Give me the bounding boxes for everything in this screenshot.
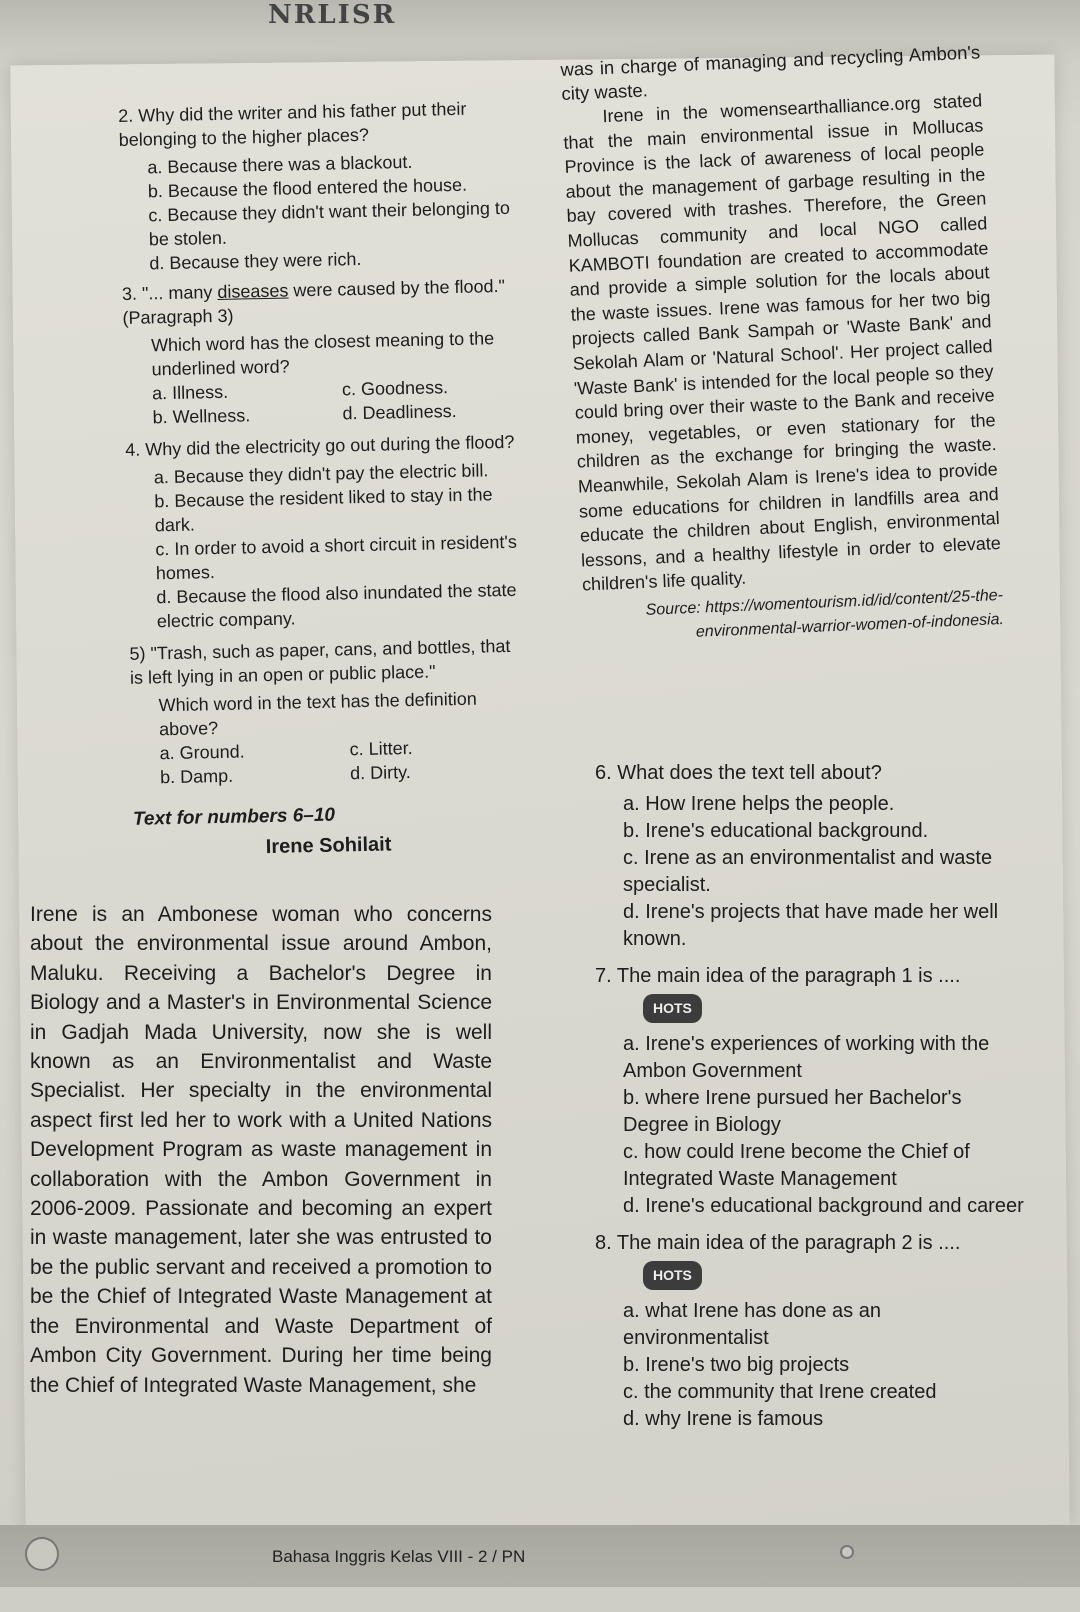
punch-hole-icon [840,1545,854,1559]
right-column-top [560,40,1005,653]
q8-option-a: a. what Irene has done as an environmentalist [623,1300,881,1349]
question-7 [595,963,1025,1220]
q5-options [131,734,522,790]
q8-option-c: c. the community that Irene created [623,1381,937,1403]
q2-option-c: c. Because they didn't want their belonging to be stolen. [148,197,511,250]
q4-option-d: d. Because the flood also inundated the state electric company. [156,579,517,632]
q7-option-c: c. how could Irene become the Chief of Integrated Waste Management [623,1141,970,1190]
q6-option-c: c. Irene as an environmentalist and waste specialist. [623,847,993,896]
article-title: Irene Sohilait [265,833,392,859]
paragraph-2: Irene in the womensearthalliance.org stated that the main environmental issue in Mollucas Province is the lack of awareness of local people about the management of garbage resulting in the bay covered with trashes. Therefore, the Green Mollucas community and local NGO called KAMBOTI foundation are created to accommodate and provide a simple solution for the locals about the waste issues. Irene was famous for her two big projects called Bank Sampah or 'Waste Bank' and Sekolah Alam or 'Natural School'. Her project called 'Waste Bank' is intended for the local people so they could bring over their waste to the Bank and receive money, vegetables, or even stationary for the children as the exchange for bringing the waste. Meanwhile, Sekolah Alam is Irene's idea to provide some educations for children in landfills area and educate the children about English, environmental lessons, and a healthy lifestyle in order to elevate children's life quality. [563,90,1002,595]
q3-option-c: c. Goodness. [341,377,449,400]
question-5-text: 5) "Trash, such as paper, cans, and bottles, that is left lying in an open or public place." [129,635,511,688]
q3-option-d: d. Deadliness. [342,400,457,424]
q5-subquestion: Which word in the text has the definition above? [158,688,477,740]
q5-option-b: b. Damp. [159,765,234,788]
q8-option-b: b. Irene's two big projects [623,1354,850,1376]
source-citation: Source: https://womentourism.id/id/content/25-the-environmental-warrior-women-of-indonesia. [645,586,1005,641]
hots-badge: HOTS [643,1261,702,1290]
q3-pre: 3. "... many [121,281,218,304]
footer-text: Bahasa Inggris Kelas VIII - 2 / PN [272,1547,526,1566]
hots-badge: HOTS [643,994,702,1023]
paragraph-1-continued: was in charge of managing and recycling Ambon's city waste. [560,41,981,104]
q6-option-a: a. How Irene helps the people. [623,793,895,815]
q8-option-d: d. why Irene is famous [623,1408,824,1430]
left-column [118,96,524,868]
question-3 [122,274,515,430]
question-8 [595,1230,1025,1433]
q7-option-d: d. Irene's educational background and career [623,1195,1024,1217]
q2-option-a: a. Because there was a blackout. [147,151,413,178]
question-2 [118,96,512,276]
q3-option-a: a. Illness. [151,381,229,404]
q3-subquestion: Which word has the closest meaning to the underlined word? [150,328,495,380]
question-7-text: 7. The main idea of the paragraph 1 is .... [595,965,961,987]
q3-option-b: b. Wellness. [152,405,251,428]
q5-option-c: c. Litter. [349,737,413,760]
question-6 [595,760,1025,953]
question-4 [125,430,519,634]
top-mark: NRLISR [268,0,397,30]
q5-option-a: a. Ground. [159,741,245,764]
question-8-text: 8. The main idea of the paragraph 2 is .... [595,1232,961,1254]
punch-hole-icon [25,1537,59,1571]
question-3-text [122,274,513,330]
q7-option-a: a. Irene's experiences of working with the Ambon Government [623,1033,990,1082]
q4-option-b: b. Because the resident liked to stay in the dark. [154,484,493,536]
question-2-text: 2. Why did the writer and his father put their belonging to the higher places? [118,98,467,150]
q5-option-d: d. Dirty. [349,762,411,784]
section-title: Text for numbers 6–10 [132,804,336,830]
q6-option-b: b. Irene's educational background. [623,820,929,842]
q2-option-d: d. Because they were rich. [149,248,362,274]
q2-option-b: b. Because the flood entered the house. [147,174,468,202]
q6-option-d: d. Irene's projects that have made her well known. [623,901,999,950]
question-4-text: 4. Why did the electricity go out during the flood? [125,431,515,460]
q7-option-b: b. where Irene pursued her Bachelor's Degree in Biology [623,1087,962,1136]
q3-post: were caused by the flood." (Paragraph 3) [122,275,506,328]
q4-option-a: a. Because they didn't pay the electric bill. [153,460,489,488]
question-5 [129,634,522,790]
right-column-questions [595,760,1025,1433]
question-6-text: 6. What does the text tell about? [595,762,882,784]
q3-options [124,374,515,430]
paragraph-1: Irene is an Ambonese woman who concerns about the environmental issue around Ambon, Maluku. Receiving a Bachelor's Degree in Biology and a Master's in Environmental Science in Gadjah Mada University, now she is well known as an Environmentalist and Waste Specialist. Her specialty in the environmental aspect first led her to work with a United Nations Development Program as waste management in collaboration with the Ambon Government in 2006-2009. Passionate and becoming an expert in waste management, later she was entrusted to be the public servant and received a promotion to be the Chief of Integrated Waste Management at the Environmental and Waste Department of Ambon City Government. During her time being the Chief of Integrated Waste Management, she [30,903,492,1397]
underlined-word: diseases [217,280,289,302]
page-footer [0,1525,1080,1587]
q4-option-c: c. In order to avoid a short circuit in resident's homes. [155,531,518,584]
